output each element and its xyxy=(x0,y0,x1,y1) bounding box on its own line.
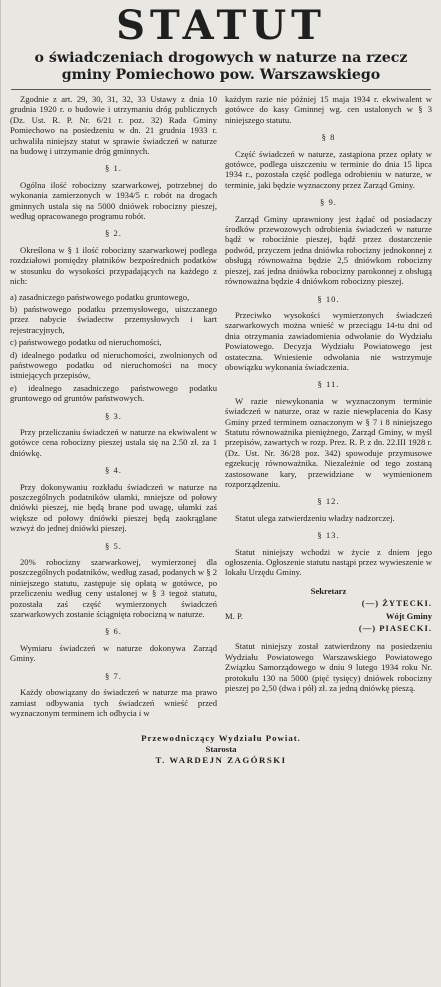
paragraph: Wymiaru świadczeń w naturze dokonywa Zarząd Gminy. xyxy=(10,642,217,664)
paragraph: Statut ulega zatwierdzeniu władzy nadzorczej. xyxy=(235,512,395,523)
section-heading: § 9. xyxy=(320,197,337,208)
section-heading: § 11. xyxy=(317,379,340,390)
footer-starosta: Starosta xyxy=(205,744,237,755)
seal-label: M. P. xyxy=(225,610,243,621)
section-heading: § 2. xyxy=(105,228,122,239)
paragraph: Część świadczeń w naturze, zastąpiona przez opłaty w gotówce, podlega uiszczeniu w terminie do dnia 15 lipca 1934 r., pozostała część podlega odrobieniu w naturze, w terminie, jaki będzie wyznaczony przez Zarząd Gminy. xyxy=(225,148,432,190)
list-item: c) państwowego podatku od nieruchomości, xyxy=(10,337,162,348)
list-item: a) zasadniczego państwowego podatku gruntowego, xyxy=(10,291,190,302)
footer-signature xyxy=(7,733,435,766)
paragraph: Zarząd Gminy uprawniony jest żądać od posiadaczy środków przewozowych odrobienia świadczeń w naturze bądź w robociźnie pieszej, bądź przez dostarczenie podwód, przyczem jedna dniówka robocizny jednokonnej z obsługą równoważna będzie 2,5 dniówkom robocizny pieszej, zaś jedna dniówka robocizny parokonnej z obsługą równoważna będzie 4 dniówkom robocizny pieszej. xyxy=(225,213,432,287)
mayor-name: (—) PIASECKI. xyxy=(358,623,432,634)
right-column-text xyxy=(225,94,432,578)
footer-name: T. WARDEJN ZAGÓRSKI xyxy=(155,755,287,766)
paragraph: 20% robocizny szarwarkowej, wymierzonej dla poszczególnych podatników, według zasad, podanych w § 2 niniejszego statutu, zastępuje się opłatą w gotówce, po przeliczeniu według ceny ustalonej w § 3 tegoż statutu, pozostała zaś część wymierzonych świadczeń szarwarkowych zostanie ściągnięta robocizną w naturze. xyxy=(10,557,217,620)
seal-mark xyxy=(225,598,285,608)
secretary-row xyxy=(225,598,432,608)
mayor-name-row xyxy=(225,623,432,633)
section-heading: § 10. xyxy=(317,293,340,304)
list-item: d) idealnego podatku od nieruchomości, zwolnionych od państwowego podatku od nieruchomości na mocy istniejących przepisów, xyxy=(10,349,217,381)
list-item: e) idealnego zasadniczego państwowego podatku gruntowego od gruntów państwowych. xyxy=(10,382,217,404)
paragraph: Przy dokonywaniu rozkładu świadczeń w naturze na poszczególnych podatników ułamki, mniejsze od połowy dniówki pieszej, nie będą brane pod uwagę, ułamki zaś większe od połowy dniówki pieszej będą zaokrąglane wzwyż do jednej dniówki pieszej. xyxy=(10,481,217,534)
secretary-label: Sekretarz xyxy=(310,585,347,596)
page-subtitle: o świadczeniach drogowych w naturze na rzecz gminy Pomiechowo pow. Warszawskiego xyxy=(34,50,408,83)
left-column xyxy=(10,94,217,723)
list-item: b) państwowego podatku przemysłowego, uiszczanego przez nabycie świadectw przemysłowych i kart rejestracyjnych, xyxy=(10,303,217,335)
section-heading: § 3. xyxy=(105,410,122,421)
paragraph: każdym razie nie później 15 maja 1934 r. ekwiwalent w gotówce do kasy Gminnej wg. cen ustalonych w § 3 niniejszego statutu. xyxy=(225,94,432,125)
footer-chairman: Przewodniczący Wydziału Powiat. xyxy=(141,733,301,744)
paragraph: Statut niniejszy wchodzi w życie z dniem jego ogłoszenia. Ogłoszenie statutu nastąpi przez wywieszenie w lokalu Urzędu Gminy. xyxy=(225,546,432,578)
section-heading: § 12. xyxy=(317,496,340,507)
right-column xyxy=(225,94,432,723)
paragraph: Przeciwko wysokości wymierzonych świadczeń szarwarkowych można wnieść w przeciągu 14-tu dni od dnia otrzymania zawiadomienia odwołanie do Wydziału Powiatowego. Decyzja Wydziału Powiatowego jest ostateczna. Wniesienie odwołania nie wstrzymuje obowiązku wykonania świadczenia. xyxy=(225,309,432,372)
section-heading: § 5. xyxy=(105,540,122,551)
paragraph: Przy przeliczaniu świadczeń w naturze na ekwiwalent w gotówce cena robocizny pieszej ustala się na 2.50 zł. za 1 dniówkę. xyxy=(10,426,217,458)
article-body xyxy=(7,94,435,723)
mayor-label: Wójt Gminy xyxy=(385,610,432,621)
paragraph: Ogólna ilość robocizny szarwarkowej, potrzebnej do wykonania zamierzonych w 1934/5 r. robót na drogach gminnych ustala się na 5000 dniówek robocizny pieszej, według opracowanego programu robót. xyxy=(10,179,217,222)
approval-note: Statut niniejszy został zatwierdzony na posiedzeniu Wydziału Powiatowego Warszawskiego Powiatowego Związku Samorządowego w dniu 9 lutego 1934 roku Nr. protokułu 130 na 5000 (pięć tysięcy) dniówek robocizny pieszej po 2,50 (dwa i pół) zł. za jedną dniówkę pieszą. xyxy=(225,641,432,694)
section-heading: § 6. xyxy=(105,626,122,637)
paragraph: W razie niewykonania w wyznaczonym terminie świadczeń w naturze, oraz w razie niewpłacenia do Kasy Gminy przed terminem oznaczonym w § 7 i 8 niniejszego Statutu równoważnika pieniężnego, Zarząd Gminy, w myśl przepisów, zawartych w rozp. Prez. R. P. z dn. 22.III 1928 r. (Dz. Ust. Nr. 36/28 poz. 342) spowoduje przymusowe egzekucję równoważnika. Niezależnie od tego zostaną zastosowane kary, przewidziane w wymienionem rozporządzeniu. xyxy=(225,395,432,489)
secretary-name: (—) ŻYTECKI. xyxy=(361,598,432,609)
section-heading: § 1. xyxy=(105,163,122,174)
title-divider xyxy=(11,89,431,90)
section-heading: § 8 xyxy=(321,132,336,143)
paragraph: Zgodnie z art. 29, 30, 31, 32, 33 Ustawy z dnia 10 grudnia 1920 r. o budowie i utrzymaniu dróg publicznych (Dz. Ust. R. P. Nr. 6/21 r. poz. 32) Rada Gminy Pomiechowo na posiedzeniu w dn. 21 grudnia 1933 r. uchwaliła niniejszy statut w sprawie świadczeń w naturze na budowę i utrzymanie dróg gminnych. xyxy=(10,94,217,157)
section-heading: § 7. xyxy=(105,670,122,681)
spacer xyxy=(225,623,285,633)
section-heading: § 4. xyxy=(105,465,122,476)
paragraph: Określona w § 1 ilość robocizny szarwarkowej podlega rozdziałowi pomiędzy płatników bezpośrednich podatków w stosunku do wysokości przypadających na każdego z nich: xyxy=(10,244,217,287)
section-heading: § 13. xyxy=(317,530,340,541)
masthead xyxy=(7,4,435,84)
page-title: STATUT xyxy=(116,2,326,49)
mayor-row xyxy=(225,611,432,621)
paragraph: Każdy obowiązany do świadczeń w naturze ma prawo zamiast odbywania tych świadczeń wnieść przed wyznaczonym terminem ich odbycia i w xyxy=(10,687,217,718)
